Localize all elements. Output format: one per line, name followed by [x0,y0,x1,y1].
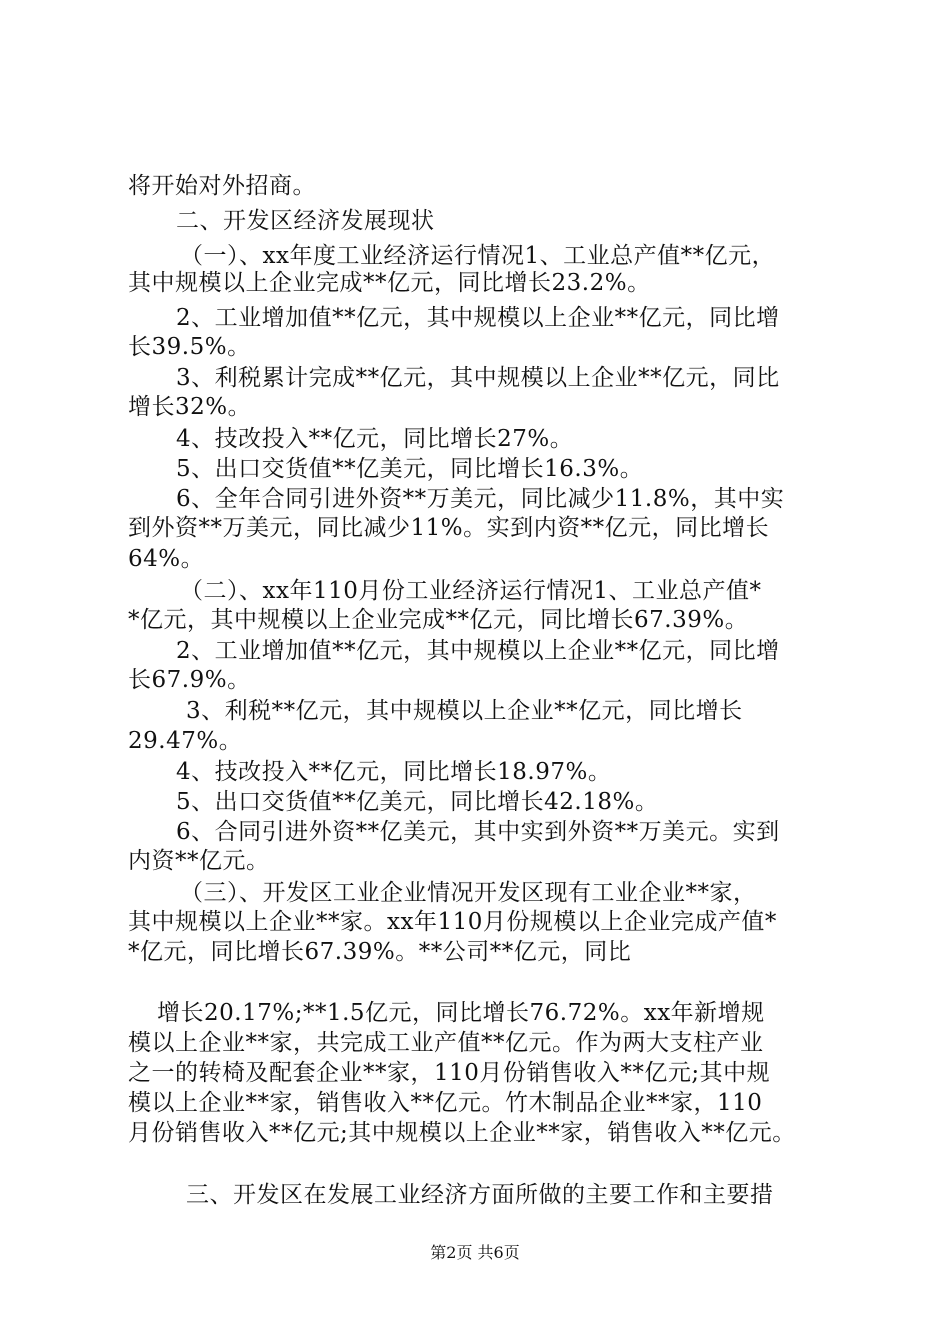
section-heading: 二、开发区经济发展现状 [176,208,435,234]
text-line: 模以上企业**家，共完成工业产值**亿元。作为两大支柱产业 [128,1030,764,1056]
text-line: 之一的转椅及配套企业**家，110月份销售收入**亿元;其中规 [128,1060,771,1086]
text-line: 29.47%。 [128,728,243,754]
text-line: *亿元，其中规模以上企业完成**亿元，同比增长67.39%。 [128,607,749,633]
text-line: 长39.5%。 [128,334,251,360]
text-line: 4、技改投入**亿元，同比增长18.97%。 [176,759,612,785]
text-line: 到外资**万美元，同比减少11%。实到内资**亿元，同比增长 [128,515,770,541]
text-line: 其中规模以上企业**家。xx年110月份规模以上企业完成产值* [128,909,777,935]
text-line: 长67.9%。 [128,667,251,693]
text-line: （一）、xx年度工业经济运行情况1、工业总产值**亿元， [180,243,776,269]
text-line: 2、工业增加值**亿元，其中规模以上企业**亿元，同比增 [176,638,780,664]
section-heading: （二）、xx年110月份工业经济运行情况1、工业总产值* [180,578,762,604]
text-line: 5、出口交货值**亿美元，同比增长42.18%。 [176,789,659,815]
text-line: 模以上企业**家，销售收入**亿元。竹木制品企业**家，110 [128,1090,763,1116]
text-line: 增长20.17%;**1.5亿元，同比增长76.72%。xx年新增规 [157,1000,765,1026]
text-line: 增长32%。 [128,394,252,420]
text-line: 将开始对外招商。 [128,173,316,199]
text-line: 5、出口交货值**亿美元，同比增长16.3%。 [176,456,644,482]
text-line: 3、利税累计完成**亿元，其中规模以上企业**亿元，同比 [176,365,780,391]
text-line: 其中规模以上企业完成**亿元，同比增长23.2%。 [128,270,651,296]
page-number: 第2页 共6页 [430,1243,520,1262]
section-heading: （三）、开发区工业企业情况开发区现有工业企业**家， [180,880,757,906]
text-line: *亿元，同比增长67.39%。**公司**亿元，同比 [128,939,632,965]
text-line: 2、工业增加值**亿元，其中规模以上企业**亿元，同比增 [176,305,780,331]
text-line: 6、合同引进外资**亿美元，其中实到外资**万美元。实到 [176,819,780,845]
section-heading: 三、开发区在发展工业经济方面所做的主要工作和主要措 [186,1182,774,1208]
text-line: 3、利税**亿元，其中规模以上企业**亿元，同比增长 [186,698,743,724]
text-line: 6、全年合同引进外资**万美元，同比减少11.8%，其中实 [176,486,785,512]
text-line: 64%。 [128,546,205,572]
text-line: 内资**亿元。 [128,848,270,874]
text-line: 4、技改投入**亿元，同比增长27%。 [176,426,574,452]
text-line: 月份销售收入**亿元;其中规模以上企业**家，销售收入**亿元。 [128,1120,796,1146]
